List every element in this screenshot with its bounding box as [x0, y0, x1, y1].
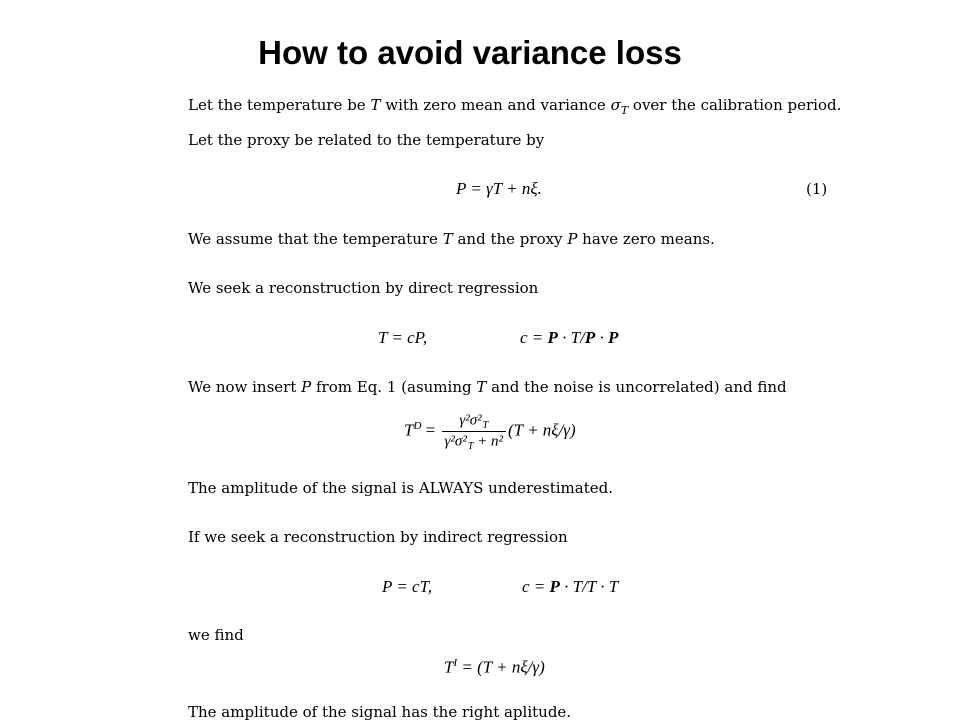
text-line-we-find: we find [188, 626, 244, 644]
text-line-insert-proxy: We now insert P from Eq. 1 (asuming T and the noise is uncorrelated) and find [188, 378, 787, 396]
symbol-T: T [370, 96, 381, 114]
text-line-indirect-regression: If we seek a reconstruction by indirect regression [188, 528, 568, 546]
equation-indirect-result: $T^I = (T + n\xi/\gamma)$ [444, 657, 545, 677]
text-line-temperature-definition: Let the temperature be T with zero mean and variance $\sigma_T$ over the calibration period. [188, 96, 842, 117]
equation-proxy: P = γT + nξ. [456, 179, 542, 198]
symbol-sigma: σ [610, 96, 621, 114]
fraction: γ²σ² T γ²σ² T + n² [442, 412, 507, 451]
equation-direct-regression-left: T = cP, [378, 328, 428, 347]
text-line-zero-means: We assume that the temperature T and the proxy P have zero means. [188, 230, 715, 248]
equation-indirect-regression-left: P = cT, [382, 577, 433, 596]
equation-number: (1) [806, 180, 828, 198]
slide-title: How to avoid variance loss [258, 34, 682, 71]
text-line-proxy-relation: Let the proxy be related to the temperature by [188, 131, 545, 149]
equation-direct-regression-coefficient: c = P · T/P · P [520, 328, 619, 347]
text-line-underestimated: The amplitude of the signal is ALWAYS underestimated. [188, 479, 613, 497]
text-line-right-amplitude: The amplitude of the signal has the right aplitude. [188, 703, 572, 721]
text-line-direct-regression: We seek a reconstruction by direct regression [188, 279, 539, 297]
equation-direct-result: $T^D$ = γ²σ² T γ²σ² T + n² (T + nξ/γ) [404, 412, 576, 452]
equation-indirect-regression-coefficient: c = P · T/T · T [522, 577, 619, 596]
